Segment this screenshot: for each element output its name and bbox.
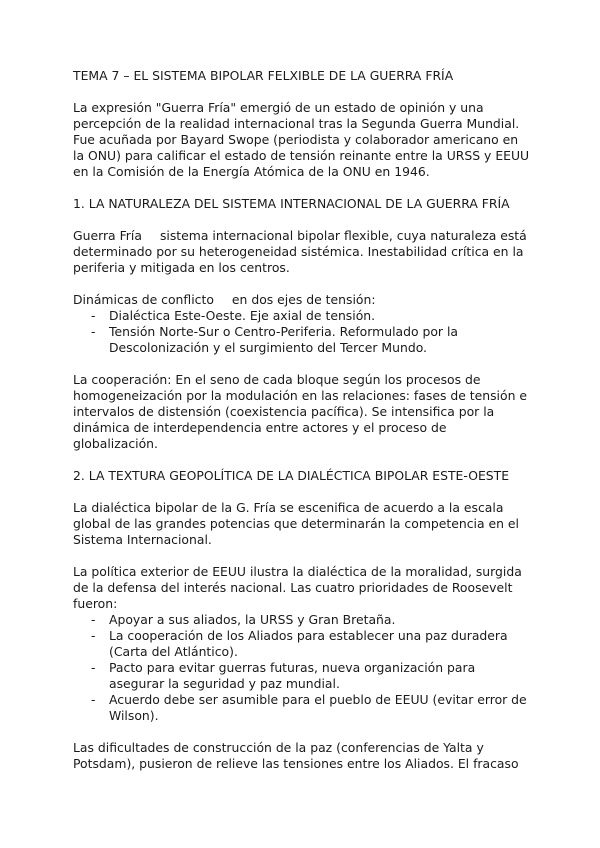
tension-axes-list <box>73 308 533 356</box>
list-item: - Pacto para evitar guerras futuras, nueva organización para asegurar la seguridad y paz mundial. <box>73 660 533 692</box>
intro-paragraph: La expresión "Guerra Fría" emergió de un estado de opinión y una percepción de la realidad internacional tras la Segunda Guerra Mundial. Fue acuñada por Bayard Swope (periodista y colaborador americano en la ONU) para calificar el estado de tensión reinante entre la URSS y EEUU en la Comisión de la Energía Atómica de la ONU en 1946. <box>73 100 530 179</box>
section-1-dynamics-block <box>73 292 533 356</box>
section-2-paragraph-2: La política exterior de EEUU ilustra la dialéctica de la moralidad, surgida de la defensa del interés nacional. Las cuatro prioridades de Roosevelt fueron: <box>73 564 522 611</box>
section-1-paragraph-2 <box>73 292 533 308</box>
list-item: - Dialéctica Este-Oeste. Eje axial de tensión. <box>73 308 533 324</box>
section-1-heading: 1. LA NATURALEZA DEL SISTEMA INTERNACIONAL DE LA GUERRA FRÍA <box>73 196 510 211</box>
roosevelt-priorities-list <box>73 612 533 724</box>
document-title: TEMA 7 – EL SISTEMA BIPOLAR FELXIBLE DE LA GUERRA FRÍA <box>73 68 454 83</box>
section-2-paragraph-1: La dialéctica bipolar de la G. Fría se escenifica de acuerdo a la escala global de las grandes potencias que determinarán la competencia en el Sistema Internacional. <box>73 500 519 547</box>
list-item: - Acuerdo debe ser asumible para el pueblo de EEUU (evitar error de Wilson). <box>73 692 533 724</box>
dinamicas-term: Dinámicas de conflicto <box>73 292 214 307</box>
section-2-priorities-block <box>73 564 533 724</box>
section-1-paragraph-1 <box>73 228 533 276</box>
dinamicas-definition: en dos ejes de tensión: <box>231 292 376 307</box>
list-item: - Apoyar a sus aliados, la URSS y Gran Bretaña. <box>73 612 533 628</box>
section-2-paragraph-3: Las dificultades de construcción de la paz (conferencias de Yalta y Potsdam), pusieron de relieve las tensiones entre los Aliados. El fracaso <box>73 740 519 771</box>
document-body <box>73 68 533 788</box>
section-1-paragraph-3: La cooperación: En el seno de cada bloque según los procesos de homogeneización por la modulación en las relaciones: fases de tensión e intervalos de distensión (coexistencia pacífica). Se intensifica por la dinámica de interdependencia entre actores y el proceso de globalización. <box>73 372 527 451</box>
guerra-fria-term: Guerra Fría <box>73 228 142 243</box>
list-item: - La cooperación de los Aliados para establecer una paz duradera (Carta del Atlántico). <box>73 628 533 660</box>
guerra-fria-definition: sistema internacional bipolar flexible, cuya naturaleza está determinado por su heterogeneidad sistémica. Inestabilidad crítica en la periferia y mitigada en los centros. <box>73 228 527 275</box>
section-2-heading: 2. LA TEXTURA GEOPOLÍTICA DE LA DIALÉCTICA BIPOLAR ESTE-OESTE <box>73 468 510 483</box>
list-item: - Tensión Norte-Sur o Centro-Periferia. Reformulado por la Descolonización y el surgimiento del Tercer Mundo. <box>73 324 533 356</box>
